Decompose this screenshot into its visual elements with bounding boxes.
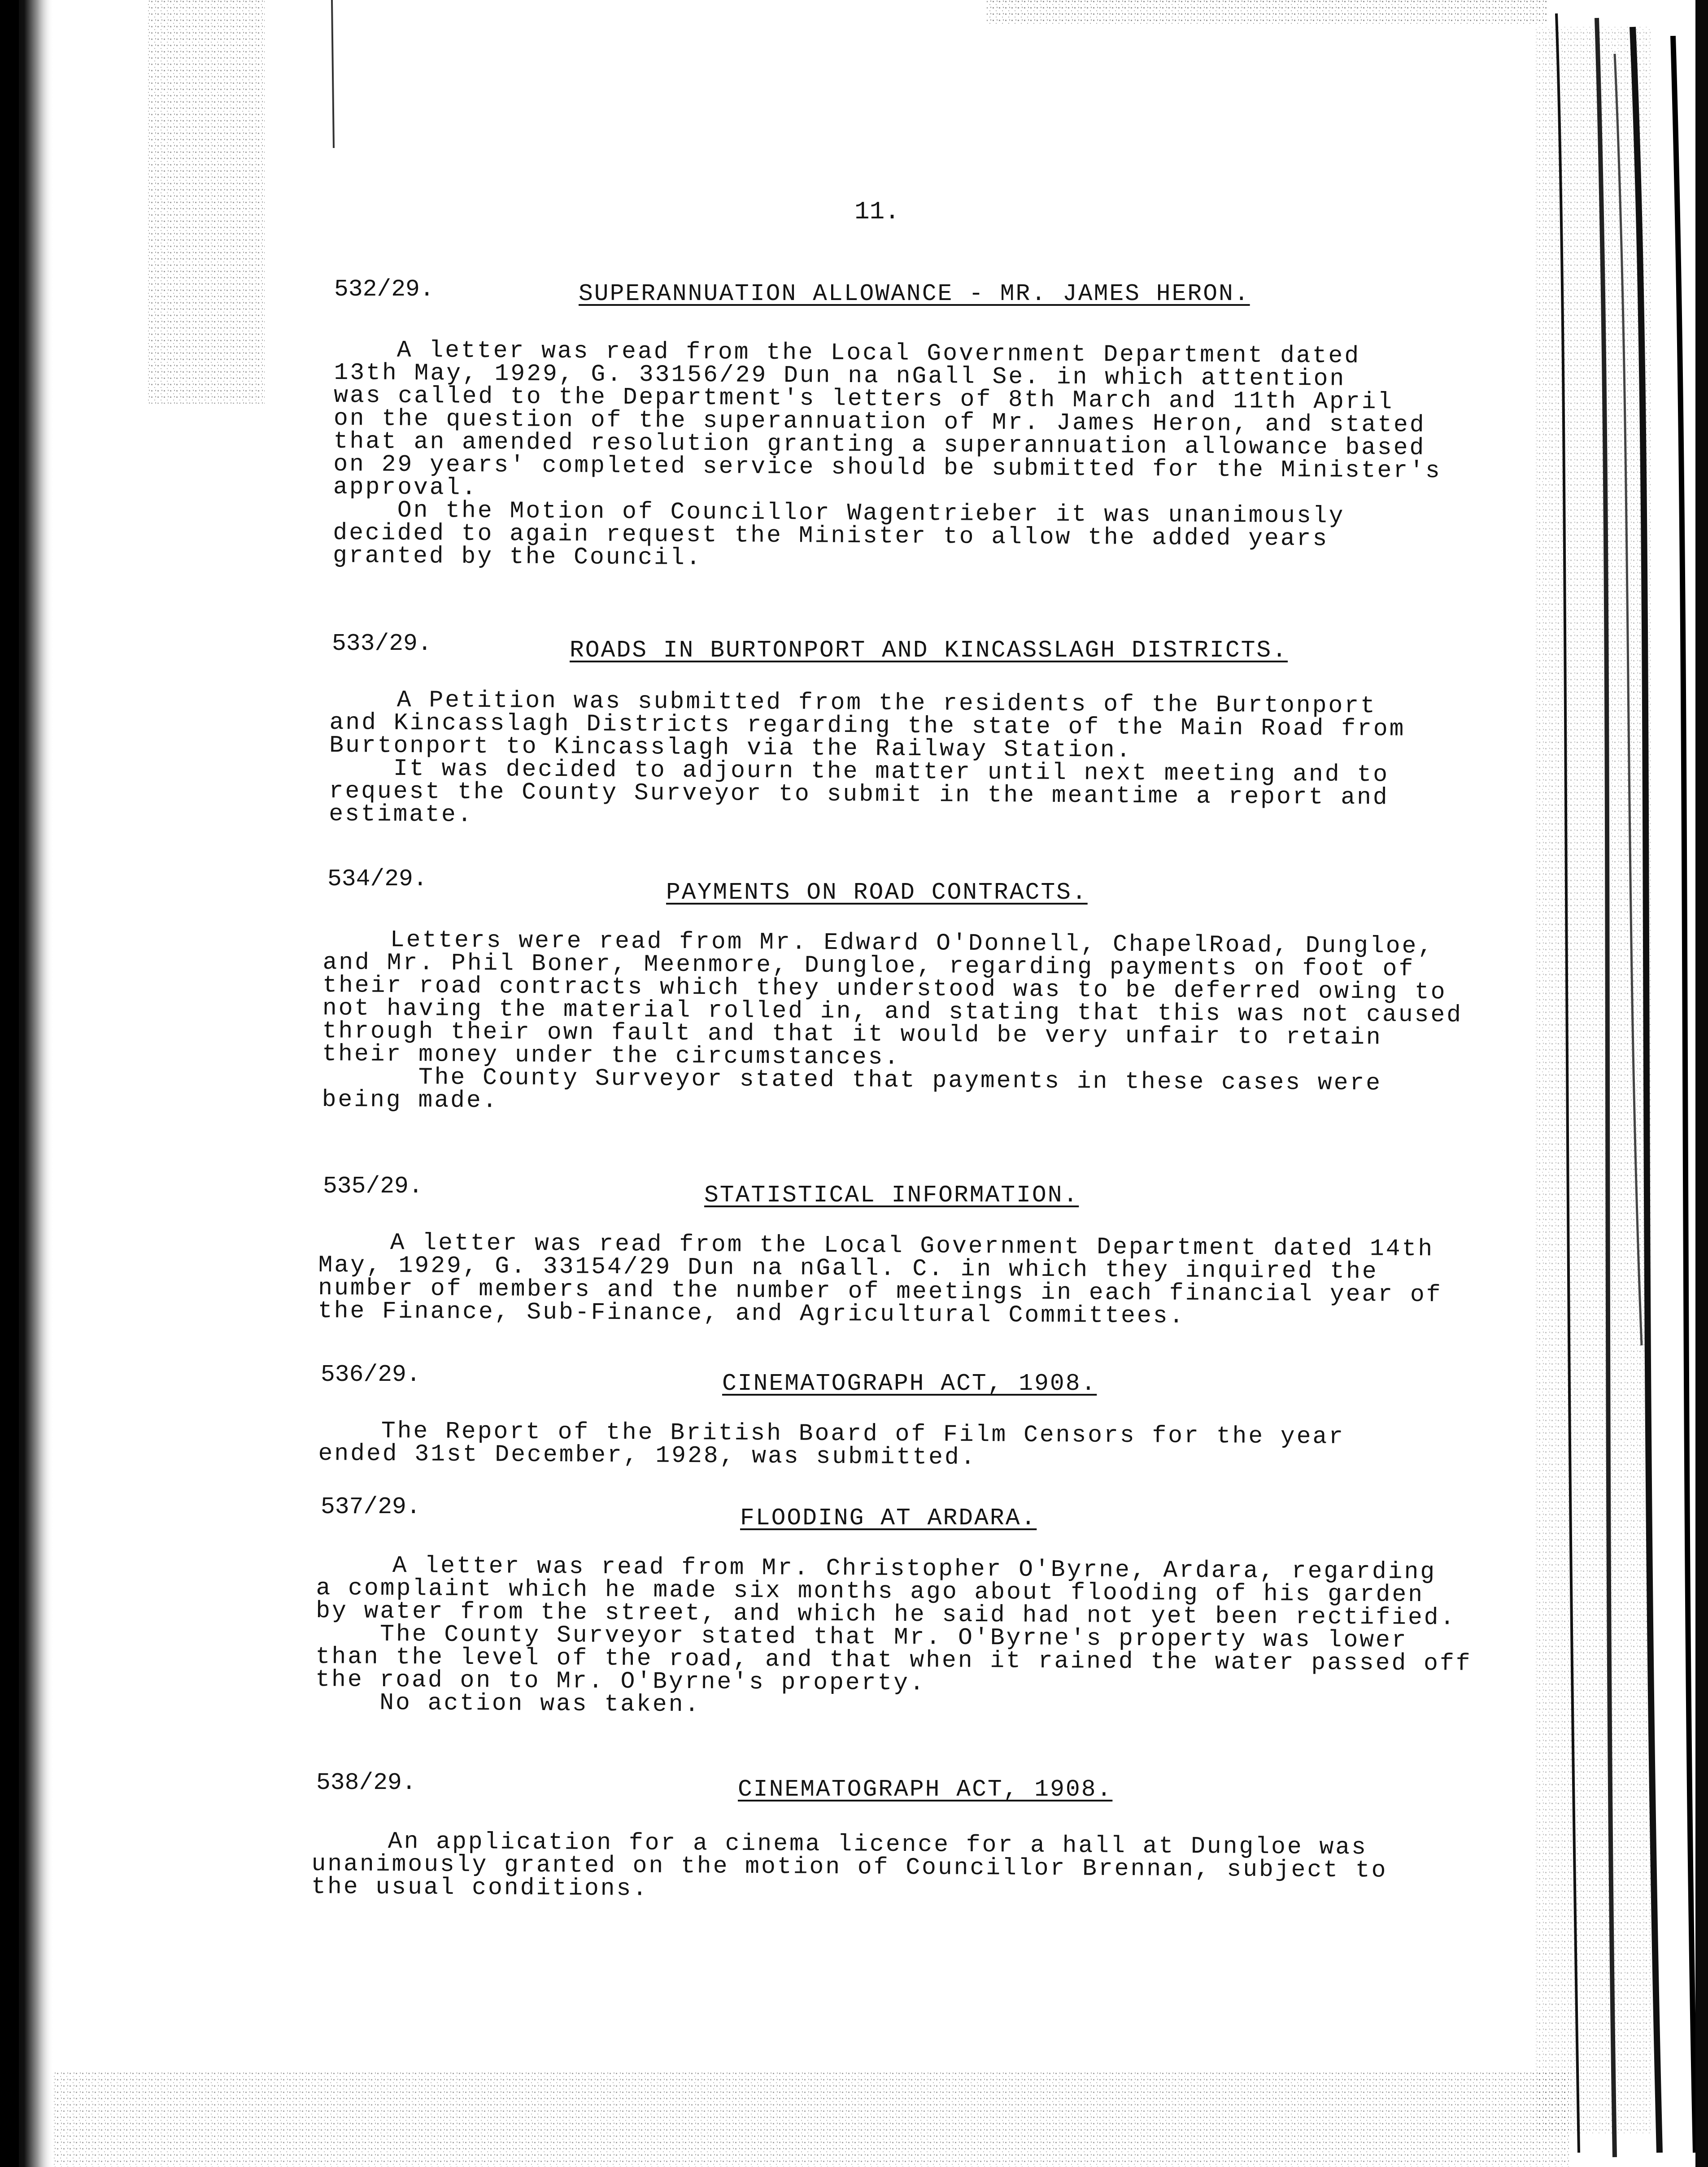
minute-body: A letter was read from the Local Government Department dated 14th May, 1929, G. 33154/29 Dun na nGall. C. in which they inquired the number of members and the number of meetings in each financial year of the Finance, Sub-Finance, and Agricultural Committees. (318, 1229, 1442, 1330)
left-crease-line (332, 0, 334, 148)
minute-body: The Report of the British Board of Film Censors for the year ended 31st December, 1928, was submitted. (318, 1417, 1345, 1471)
minute-body: A letter was read from the Local Government Department dated 13th May, 1929, G. 33156/29 Dun na nGall Se. in which attention was called to the Department's letters of 8th March and 11th April on the question of the superannuation of Mr. James Heron, and stated that an amended resolution granting a superannuation allowance based on 29 years' completed service should be submitted for the Minister's approval. On the Motion of Councillor Wagentrieber it was unanimously decided to again request the Minister to allow the added years granted by the Council. (332, 336, 1442, 572)
minute-heading: CINEMATOGRAPH ACT, 1908. (738, 1776, 1113, 1803)
top-speckle-edge (987, 0, 1547, 25)
minute-ref: 535/29. (323, 1173, 423, 1200)
minute-heading: FLOODING AT ARDARA. (740, 1505, 1037, 1532)
minute-heading: STATISTICAL INFORMATION. (704, 1182, 1079, 1209)
minute-heading: SUPERANNUATION ALLOWANCE - MR. JAMES HERON. (579, 280, 1250, 307)
minute-body: Letters were read from Mr. Edward O'Donnell, ChapelRoad, Dungloe, and Mr. Phil Boner, Meenmore, Dungloe, regarding payments on foot of their road contracts which they understood was to be deferred owing to not having the material rolled in, and stating that this was not caused through their own fault and that it would be very unfair to retain their money under the circumstances. The County Surveyor stated that payments in these cases were being made. (322, 926, 1463, 1114)
minute-ref: 533/29. (332, 630, 432, 657)
minute-ref: 534/29. (327, 866, 427, 892)
minute-ref: 536/29. (321, 1361, 421, 1388)
minute-body: A Petition was submitted from the residents of the Burtonport and Kincasslagh Districts regarding the state of the Main Road from Burtonport to Kincasslagh via the Railway Station. It was decided to adjourn the matter until next meeting and to request the County Surveyor to submit in the meantime a report and estimate. (329, 686, 1406, 828)
minute-ref: 532/29. (334, 276, 434, 303)
page-number: 11. (854, 197, 900, 226)
minute-heading: PAYMENTS ON ROAD CONTRACTS. (666, 879, 1088, 906)
minute-ref: 537/29. (321, 1493, 421, 1520)
minute-heading: ROADS IN BURTONPORT AND KINCASSLAGH DISTRICTS. (570, 637, 1288, 664)
right-edge-black (1695, 0, 1708, 2167)
minute-heading: CINEMATOGRAPH ACT, 1908. (722, 1370, 1097, 1397)
bottom-speckle-edge (54, 2072, 1579, 2167)
left-speckle-strip (148, 0, 265, 404)
minute-body: An application for a cinema licence for a hall at Dungloe was unanimously granted on the motion of Councillor Brennan, subject to the usual conditions. (311, 1828, 1388, 1902)
minute-body: A letter was read from Mr. Christopher O'Byrne, Ardara, regarding a complaint which he made six months ago about flooding of his garden by water from the street, and which he said had not yet been rectified. The County Surveyor stated that Mr. O'Byrne's property was lower than the level of the road, and that when it rained the water passed off the road on to Mr. O'Byrne's property. No action was taken. (315, 1552, 1472, 1719)
minute-ref: 538/29. (316, 1769, 416, 1796)
left-edge-black (0, 0, 19, 2167)
